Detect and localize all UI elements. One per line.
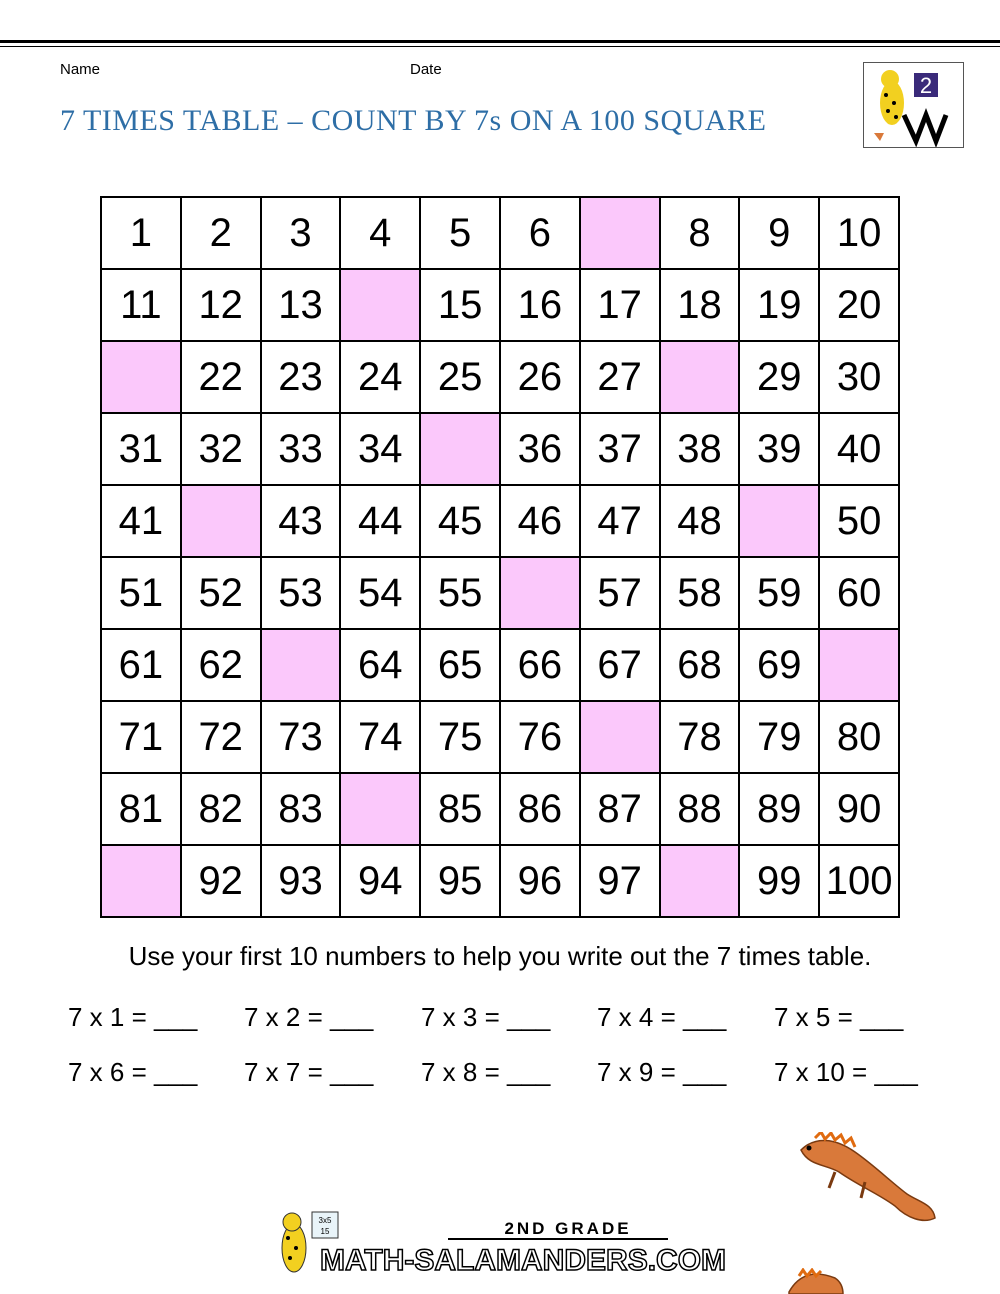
number-cell: 82 [181, 773, 261, 845]
number-cell: 29 [739, 341, 819, 413]
times-table-question: 7 x 9 = ___ [597, 1057, 727, 1087]
number-cell: 19 [739, 269, 819, 341]
number-cell: 62 [181, 629, 261, 701]
date-label: Date [410, 61, 442, 78]
times-table-question: 7 x 2 = ___ [244, 1002, 374, 1032]
blank-multiple-cell [261, 629, 341, 701]
number-cell: 2 [181, 197, 261, 269]
footer-sign-line-2: 15 [320, 1227, 330, 1236]
number-cell: 10 [819, 197, 899, 269]
number-cell: 6 [500, 197, 580, 269]
blank-multiple-cell [580, 197, 660, 269]
blank-multiple-cell [101, 341, 181, 413]
salamander-teacher-icon [864, 63, 963, 147]
footer-site-text: MATH-SALAMANDERS.COM [319, 1244, 727, 1277]
number-cell: 85 [420, 773, 500, 845]
salamander-illustration-2 [785, 1268, 845, 1294]
times-table-question: 7 x 10 = ___ [774, 1057, 918, 1087]
number-cell: 76 [500, 701, 580, 773]
number-cell: 96 [500, 845, 580, 917]
number-cell: 94 [340, 845, 420, 917]
number-cell: 67 [580, 629, 660, 701]
number-cell: 93 [261, 845, 341, 917]
number-cell: 27 [580, 341, 660, 413]
blank-multiple-cell [420, 413, 500, 485]
grid-row [101, 269, 899, 341]
number-cell: 36 [500, 413, 580, 485]
number-cell: 81 [101, 773, 181, 845]
number-cell: 45 [420, 485, 500, 557]
number-cell: 97 [580, 845, 660, 917]
times-table-question: 7 x 8 = ___ [421, 1057, 551, 1087]
blank-multiple-cell [739, 485, 819, 557]
grid-row [101, 557, 899, 629]
number-cell: 3 [261, 197, 341, 269]
grid-row [101, 341, 899, 413]
number-cell: 83 [261, 773, 341, 845]
number-cell: 59 [739, 557, 819, 629]
blank-multiple-cell [181, 485, 261, 557]
blank-multiple-cell [819, 629, 899, 701]
number-cell: 43 [261, 485, 341, 557]
name-label: Name [60, 61, 101, 78]
number-cell: 37 [580, 413, 660, 485]
grid-row [101, 773, 899, 845]
number-cell: 34 [340, 413, 420, 485]
number-cell: 64 [340, 629, 420, 701]
footer-logo [268, 1208, 728, 1284]
number-cell: 95 [420, 845, 500, 917]
hundred-square-grid [100, 196, 900, 918]
number-cell: 9 [739, 197, 819, 269]
blank-multiple-cell [580, 701, 660, 773]
number-cell: 90 [819, 773, 899, 845]
number-cell: 23 [261, 341, 341, 413]
footer-sign-line-1: 3x5 [318, 1216, 332, 1225]
number-cell: 22 [181, 341, 261, 413]
top-rule-thin [0, 46, 1000, 47]
number-cell: 79 [739, 701, 819, 773]
grid-row [101, 629, 899, 701]
number-cell: 89 [739, 773, 819, 845]
number-cell: 48 [660, 485, 740, 557]
grid-row [101, 485, 899, 557]
grade-logo [863, 62, 964, 148]
times-table-question: 7 x 3 = ___ [421, 1002, 551, 1032]
number-cell: 52 [181, 557, 261, 629]
number-cell: 58 [660, 557, 740, 629]
number-cell: 33 [261, 413, 341, 485]
grade-badge-number: 2 [919, 73, 933, 98]
number-cell: 15 [420, 269, 500, 341]
number-cell: 26 [500, 341, 580, 413]
number-cell: 44 [340, 485, 420, 557]
number-cell: 87 [580, 773, 660, 845]
number-cell: 55 [420, 557, 500, 629]
number-cell: 32 [181, 413, 261, 485]
number-cell: 17 [580, 269, 660, 341]
number-cell: 31 [101, 413, 181, 485]
number-cell: 80 [819, 701, 899, 773]
number-cell: 66 [500, 629, 580, 701]
number-cell: 92 [181, 845, 261, 917]
number-cell: 53 [261, 557, 341, 629]
page-title: 7 TIMES TABLE – COUNT BY 7s ON A 100 SQUARE [60, 104, 767, 137]
blank-multiple-cell [660, 845, 740, 917]
number-cell: 75 [420, 701, 500, 773]
number-cell: 86 [500, 773, 580, 845]
instruction-text: Use your first 10 numbers to help you write out the 7 times table. [128, 941, 872, 971]
top-rule [0, 40, 1000, 43]
number-cell: 60 [819, 557, 899, 629]
blank-multiple-cell [340, 773, 420, 845]
number-cell: 5 [420, 197, 500, 269]
number-cell: 11 [101, 269, 181, 341]
number-cell: 99 [739, 845, 819, 917]
times-table-question: 7 x 7 = ___ [244, 1057, 374, 1087]
number-cell: 74 [340, 701, 420, 773]
salamander-illustration [795, 1132, 940, 1227]
number-cell: 20 [819, 269, 899, 341]
number-cell: 18 [660, 269, 740, 341]
grid-row [101, 197, 899, 269]
number-cell: 61 [101, 629, 181, 701]
grid-row [101, 701, 899, 773]
times-table-question: 7 x 6 = ___ [68, 1057, 198, 1087]
number-cell: 40 [819, 413, 899, 485]
number-cell: 73 [261, 701, 341, 773]
number-cell: 50 [819, 485, 899, 557]
grid-row [101, 413, 899, 485]
number-cell: 38 [660, 413, 740, 485]
number-cell: 8 [660, 197, 740, 269]
number-cell: 88 [660, 773, 740, 845]
number-cell: 54 [340, 557, 420, 629]
times-table-question: 7 x 5 = ___ [774, 1002, 904, 1032]
number-cell: 57 [580, 557, 660, 629]
blank-multiple-cell [500, 557, 580, 629]
number-cell: 71 [101, 701, 181, 773]
grid-row [101, 845, 899, 917]
number-cell: 39 [739, 413, 819, 485]
number-cell: 13 [261, 269, 341, 341]
number-cell: 78 [660, 701, 740, 773]
footer-grade-text: 2ND GRADE [504, 1219, 632, 1238]
number-cell: 72 [181, 701, 261, 773]
number-cell: 30 [819, 341, 899, 413]
number-cell: 51 [101, 557, 181, 629]
number-cell: 100 [819, 845, 899, 917]
number-cell: 1 [101, 197, 181, 269]
times-table-question: 7 x 1 = ___ [68, 1002, 198, 1032]
number-cell: 25 [420, 341, 500, 413]
number-cell: 41 [101, 485, 181, 557]
blank-multiple-cell [660, 341, 740, 413]
number-cell: 68 [660, 629, 740, 701]
number-cell: 4 [340, 197, 420, 269]
number-cell: 47 [580, 485, 660, 557]
number-cell: 69 [739, 629, 819, 701]
number-cell: 16 [500, 269, 580, 341]
times-table-question: 7 x 4 = ___ [597, 1002, 727, 1032]
number-cell: 12 [181, 269, 261, 341]
number-cell: 24 [340, 341, 420, 413]
blank-multiple-cell [101, 845, 181, 917]
number-cell: 65 [420, 629, 500, 701]
number-cell: 46 [500, 485, 580, 557]
blank-multiple-cell [340, 269, 420, 341]
